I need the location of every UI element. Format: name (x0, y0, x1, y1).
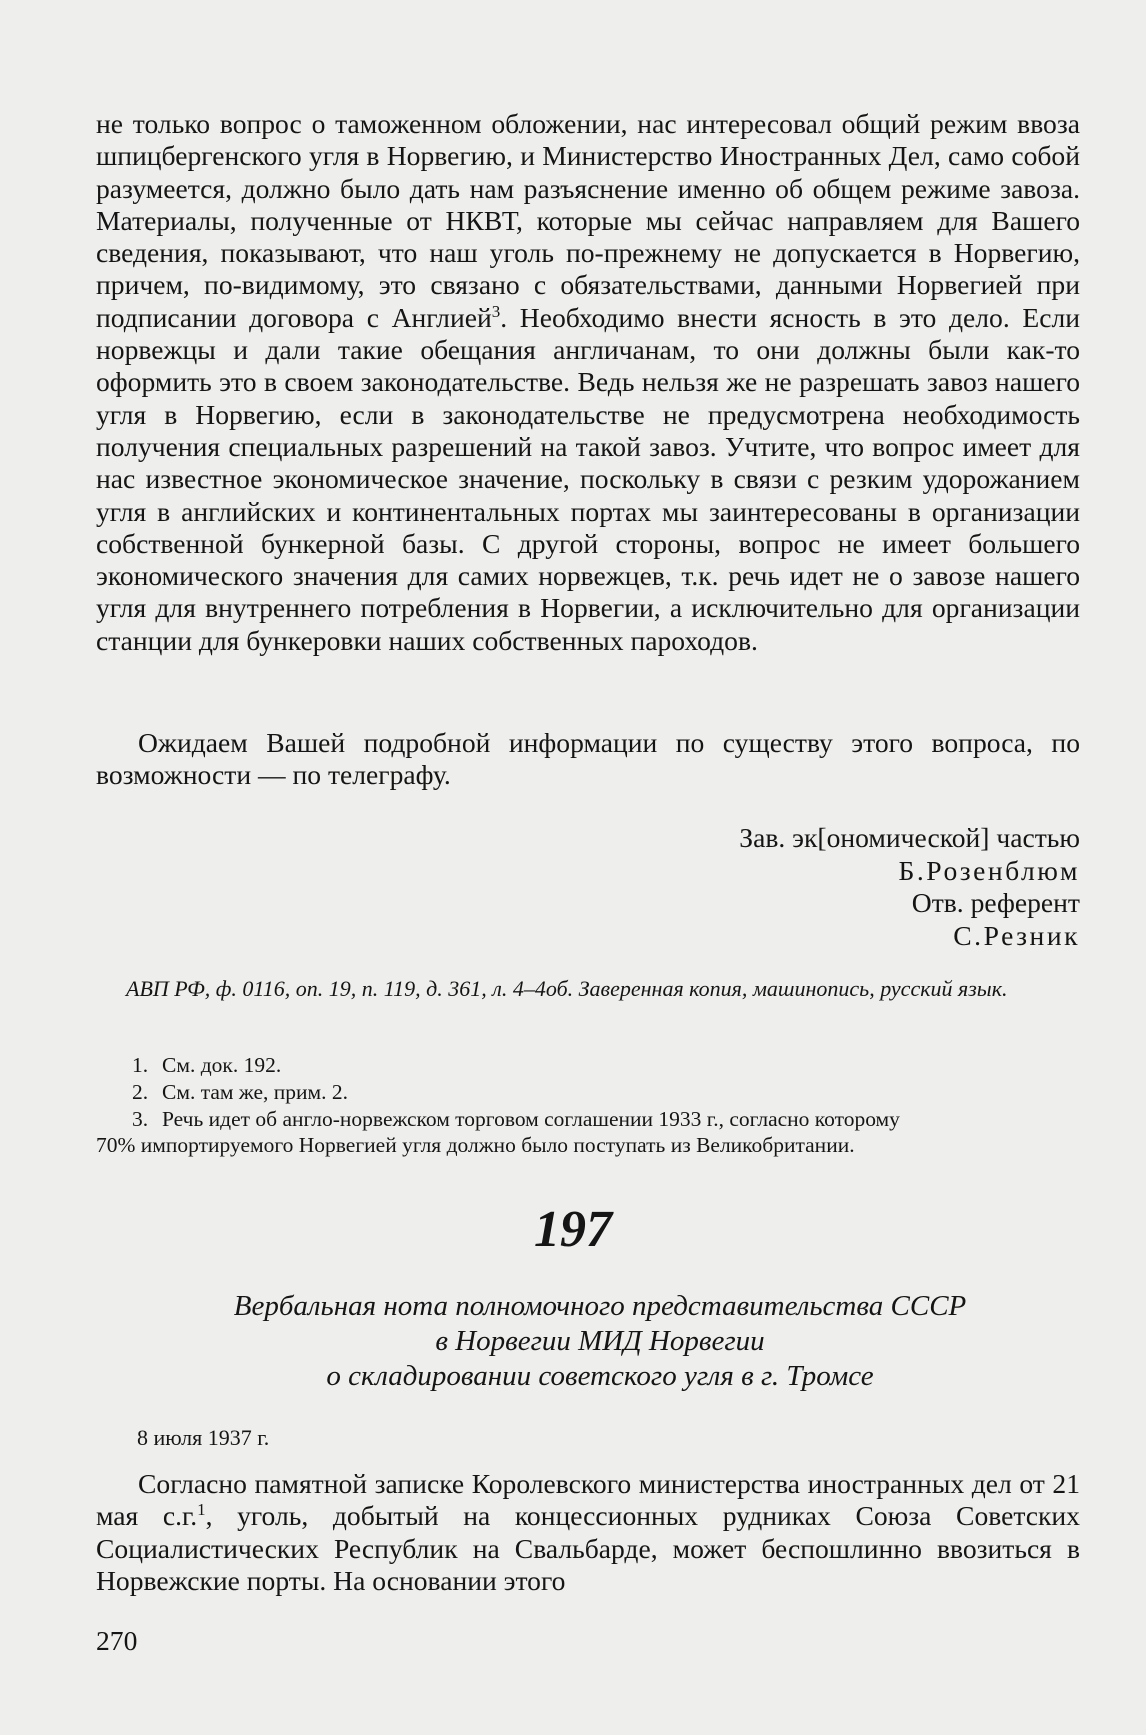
signature-name-2: С.Резник (953, 919, 1080, 951)
document-title-line-1: Вербальная нота полномочного представительства СССР (233, 1290, 967, 1322)
document-title (120, 1289, 1080, 1394)
document-date: 8 июля 1937 г. (137, 1425, 270, 1450)
footnote-number: 3. (132, 1106, 149, 1131)
document-title-line-2: в Норвегии МИД Норвегии (435, 1325, 765, 1357)
continuation-paragraph (96, 108, 1080, 657)
footnote-item (132, 1106, 1080, 1133)
continuation-text-rest: . Необходимо внести ясность в это дело. Если норвежцы и дали такие обещания англичанам, то они должны были как-то оформить это в своем законодательстве. Ведь нельзя же не разрешать завоз нашего угля в Норвегию, если в законодательстве не предусмотрена необходимость получения специальных разрешений на такой завоз. Учтите, что вопрос имеет для нас известное экономическое значение, поскольку в связи с резким удорожанием угля в английских и континентальных портах мы заинтересованы в организации собственной бункерной базы. С другой стороны, вопрос не имеет большего экономического значения для самих норвежцев, т.к. речь идет не о завозе нашего угля для внутреннего потребления в Норвегии, а исключительно для организации станции для бункеровки наших собственных пароходов. (96, 301, 1080, 656)
footnote-number: 1. (132, 1053, 149, 1077)
document-paragraph-text-rest: , уголь, добытый на концессионных рудниках Союза Советских Социалистических Республик на Свальбарде, может беспошлинно ввозиться в Норвежские порты. На основании этого (96, 1500, 1080, 1596)
document-paragraph (96, 1468, 1080, 1597)
footnote-text: См. там же, прим. 2. (162, 1079, 348, 1104)
document-number: 197 (534, 1201, 612, 1258)
footnotes-list (96, 1052, 1080, 1159)
signature-title-1: Зав. эк[ономической] частью (739, 822, 1080, 853)
footnote-mark-1: 1 (197, 1500, 206, 1520)
continuation-text: не только вопрос о таможенном обложении, нас интересовал общий режим ввоза шпицбергенского угля в Норвегию, и Министерство Иностранных Дел, само собой разумеется, должно было дать нам разъяснение именно об общем режиме завоза. Материалы, полученные от НКВТ, которые мы сейчас направляем для Вашего сведения, показывают, что наш уголь по-прежнему не допускается в Норвегию, причем, по-видимому, это связано с обязательствами, данными Норвегией при подписании договора с Англией (96, 108, 1080, 333)
signature-name-1: Б.Розенблюм (898, 854, 1080, 886)
footnote-item (132, 1079, 1080, 1106)
document-paragraph-text: Согласно памятной записке Королевского министерства иностранных дел от 21 мая с.г. (96, 1468, 1080, 1532)
footnote-number: 2. (132, 1079, 149, 1104)
footnote-item (132, 1052, 1080, 1079)
signature-block (739, 822, 1080, 952)
footnote-mark-3: 3 (491, 301, 501, 321)
footnote-text: Речь идет об англо-норвежском торговом соглашении 1933 г., согласно которому (162, 1106, 900, 1131)
closing-paragraph: Ожидаем Вашей подробной информации по существу этого вопроса, по возможности — по телеграфу. (96, 727, 1080, 791)
page-number: 270 (96, 1625, 138, 1656)
footnote-text: См. док. 192. (162, 1053, 282, 1077)
archive-reference: АВП РФ, ф. 0116, оп. 19, п. 119, д. 361, л. 4–4об. Заверенная копия, машинопись, русский язык. (126, 976, 1008, 1001)
document-title-line-3: о складировании советского угля в г. Тромсе (326, 1360, 874, 1392)
signature-title-2: Отв. референт (911, 887, 1080, 918)
footnote-item-continuation (96, 1132, 1080, 1159)
footnote-text: 70% импортируемого Норвегией угля должно было поступать из Великобритании. (96, 1133, 855, 1158)
